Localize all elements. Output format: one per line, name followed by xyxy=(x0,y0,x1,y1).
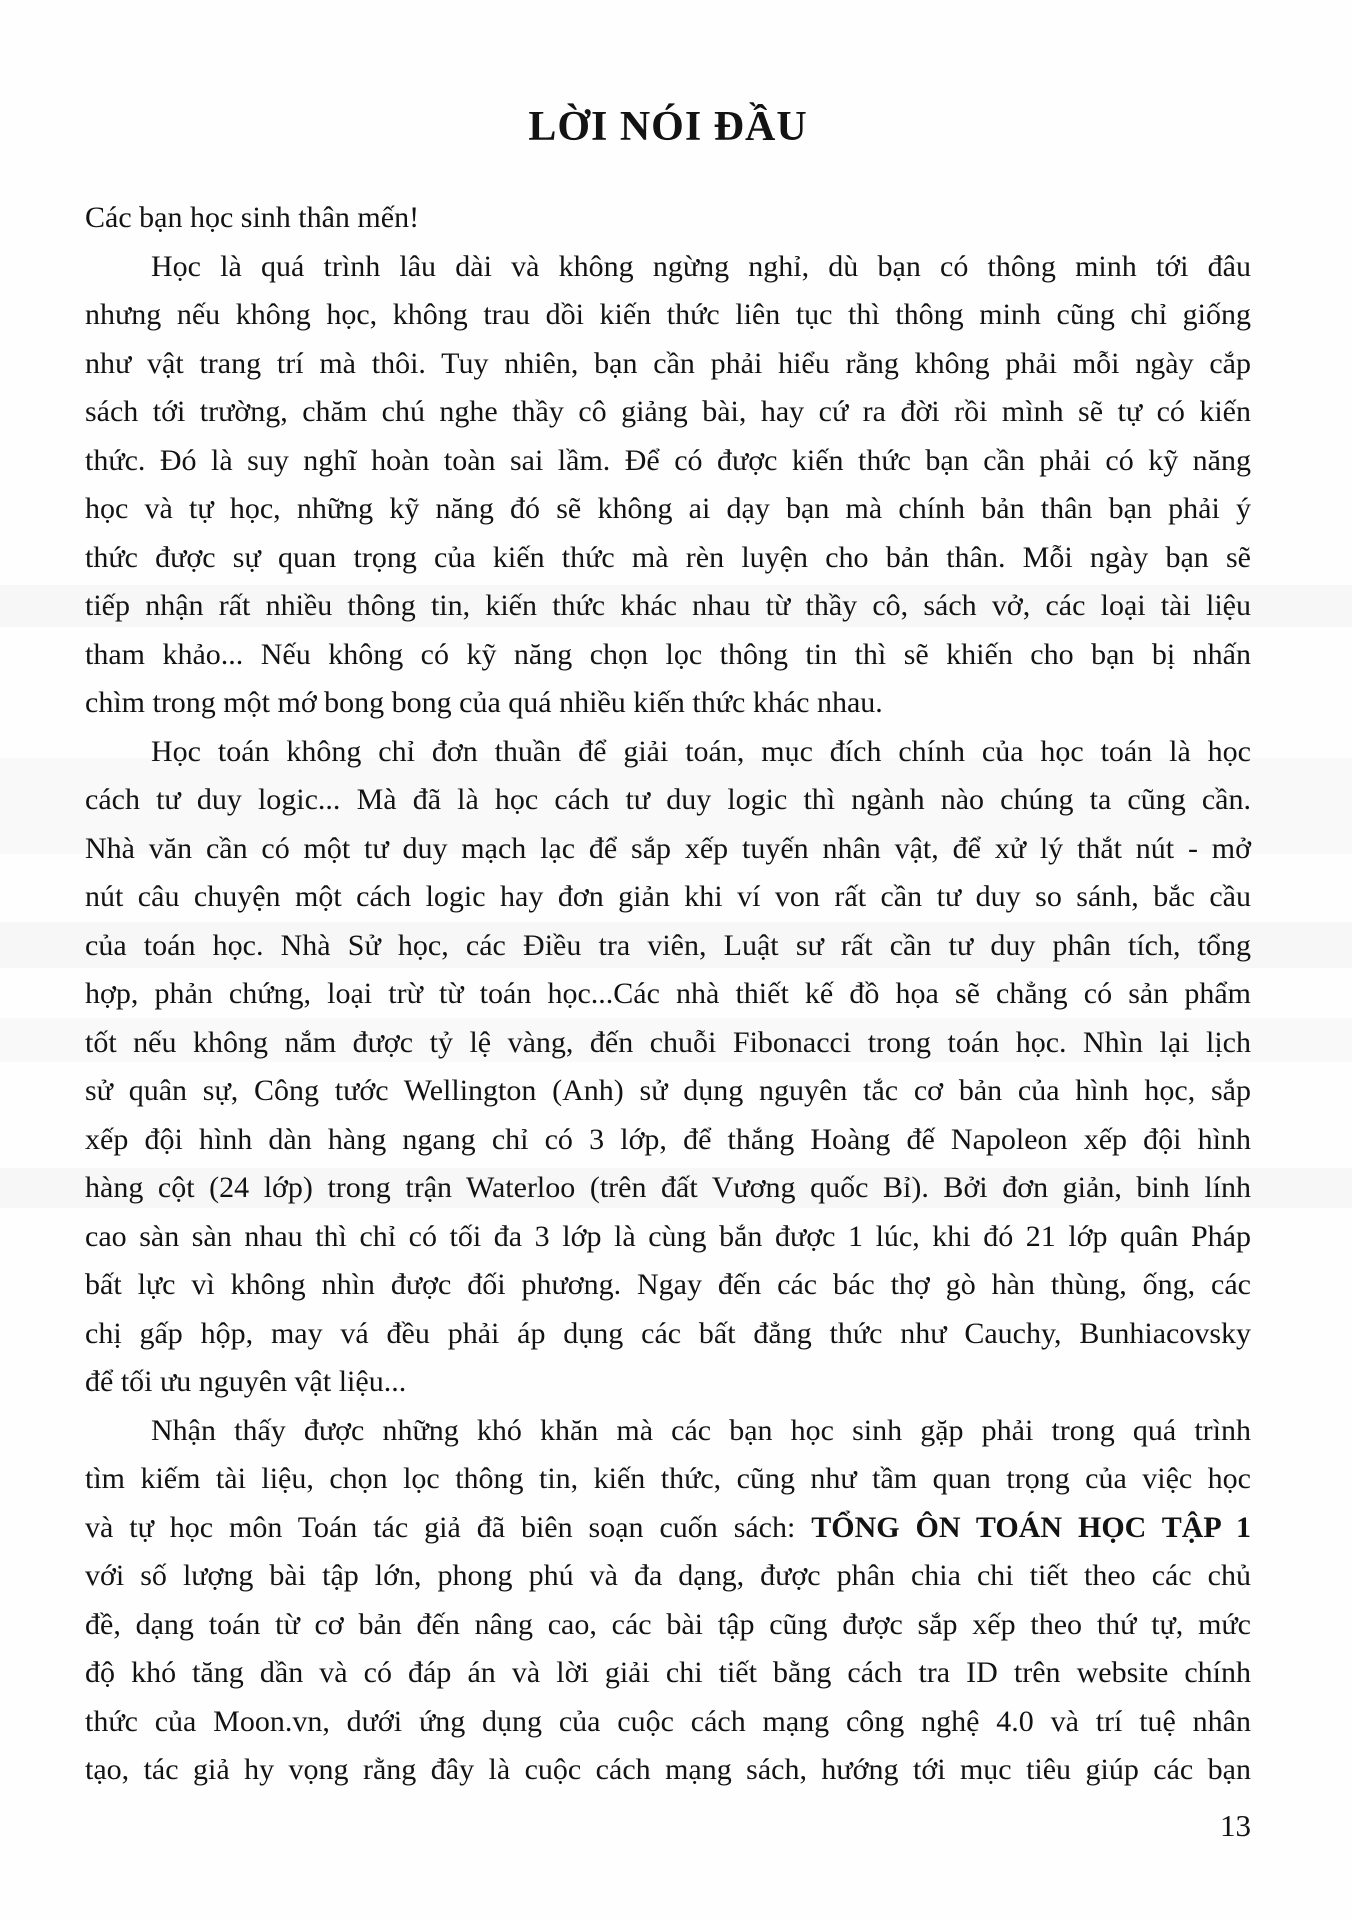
text-line: nhưng nếu không học, không trau dồi kiến thức liên tục thì thông minh cũng chỉ giống xyxy=(85,298,1251,331)
text-line: Học toán không chỉ đơn thuần để giải toán, mục đích chính của học toán là học xyxy=(151,734,1251,768)
text-line: đề, dạng toán từ cơ bản đến nâng cao, các bài tập cũng được sắp xếp theo thứ tự, mức xyxy=(85,1607,1251,1641)
text-line: sử quân sự, Công tước Wellington (Anh) sử dụng nguyên tắc cơ bản của hình học, sắp xyxy=(85,1074,1251,1107)
text-line: cao sàn sàn nhau thì chỉ có tối đa 3 lớp là cùng bắn được 1 lúc, khi đó 21 lớp quân Pháp xyxy=(85,1219,1251,1253)
text-line: thức. Đó là suy nghĩ hoàn toàn sai lầm. Để có được kiến thức bạn cần phải có kỹ năng xyxy=(85,443,1251,477)
text-line: hợp, phản chứng, loại trừ từ toán học...Các nhà thiết kế đồ họa sẽ chẳng có sản phẩm xyxy=(85,977,1251,1010)
text-line: thức được sự quan trọng của kiến thức mà rèn luyện cho bản thân. Mỗi ngày bạn sẽ xyxy=(85,540,1251,574)
text-segment: và tự học môn Toán tác giả đã biên soạn cuốn sách: xyxy=(85,1510,812,1544)
text-line: cách tư duy logic... Mà đã là học cách tư duy logic thì ngành nào chúng ta cũng cần. xyxy=(85,783,1251,816)
text-line: nút câu chuyện một cách logic hay đơn giản khi ví von rất cần tư duy so sánh, bắc cầu xyxy=(85,880,1251,913)
text-line: chị gấp hộp, may vá đều phải áp dụng các bất đẳng thức như Cauchy, Bunhiacovsky xyxy=(85,1316,1251,1350)
text-line: như vật trang trí mà thôi. Tuy nhiên, bạn cần phải hiểu rằng không phải mỗi ngày cắp xyxy=(85,346,1251,380)
text-line: tìm kiếm tài liệu, chọn lọc thông tin, kiến thức, cũng như tầm quan trọng của việc học xyxy=(85,1462,1251,1495)
text-line: tạo, tác giả hy vọng rằng đây là cuộc cách mạng sách, hướng tới mục tiêu giúp các bạn xyxy=(85,1753,1251,1786)
text-line: tham khảo... Nếu không có kỹ năng chọn lọc thông tin thì sẽ khiến cho bạn bị nhấn xyxy=(85,637,1251,671)
text-line: hàng cột (24 lớp) trong trận Waterloo (trên đất Vương quốc Bỉ). Bởi đơn giản, binh lính xyxy=(85,1171,1251,1204)
book-title-bold: TỔNG ÔN TOÁN HỌC TẬP 1 xyxy=(811,1510,1251,1544)
text-line: của toán học. Nhà Sử học, các Điều tra viên, Luật sư rất cần tư duy phân tích, tổng xyxy=(85,928,1251,962)
page-title: LỜI NÓI ĐẦU xyxy=(528,104,808,150)
text-line xyxy=(85,1504,1251,1553)
text-line: với số lượng bài tập lớn, phong phú và đa dạng, được phân chia chi tiết theo các chủ xyxy=(85,1559,1251,1592)
text-line: thức của Moon.vn, dưới ứng dụng của cuộc cách mạng công nghệ 4.0 và trí tuệ nhân xyxy=(85,1704,1251,1738)
page-number: 13 xyxy=(1220,1808,1251,1843)
text-line: tiếp nhận rất nhiều thông tin, kiến thức khác nhau từ thầy cô, sách vở, các loại tài liệu xyxy=(85,589,1251,622)
text-line: để tối ưu nguyên vật liệu... xyxy=(85,1365,407,1398)
text-line: Nhà văn cần có một tư duy mạch lạc để sắp xếp tuyến nhân vật, để xử lý thắt nút - mở xyxy=(85,831,1251,865)
text-line: chìm trong một mớ bong bong của quá nhiều kiến thức khác nhau. xyxy=(85,686,883,719)
text-line: bất lực vì không nhìn được đối phương. Ngay đến các bác thợ gò hàn thùng, ống, các xyxy=(85,1268,1251,1301)
text-line: Các bạn học sinh thân mến! xyxy=(85,201,420,234)
text-line: Học là quá trình lâu dài và không ngừng nghỉ, dù bạn có thông minh tới đâu xyxy=(151,249,1251,283)
text-line: sách tới trường, chăm chú nghe thầy cô giảng bài, hay cứ ra đời rồi mình sẽ tự có kiến xyxy=(85,395,1251,428)
text-line: học và tự học, những kỹ năng đó sẽ không ai dạy bạn mà chính bản thân bạn phải ý xyxy=(85,492,1251,525)
text-line: xếp đội hình dàn hàng ngang chỉ có 3 lớp, để thắng Hoàng đế Napoleon xếp đội hình xyxy=(85,1122,1251,1156)
text-line: tốt nếu không nắm được tỷ lệ vàng, đến chuỗi Fibonacci trong toán học. Nhìn lại lịch xyxy=(85,1025,1251,1059)
body-text xyxy=(85,194,1251,1795)
text-line: độ khó tăng dần và có đáp án và lời giải chi tiết bằng cách tra ID trên website chính xyxy=(85,1656,1251,1689)
text-line: Nhận thấy được những khó khăn mà các bạn học sinh gặp phải trong quá trình xyxy=(151,1413,1251,1447)
